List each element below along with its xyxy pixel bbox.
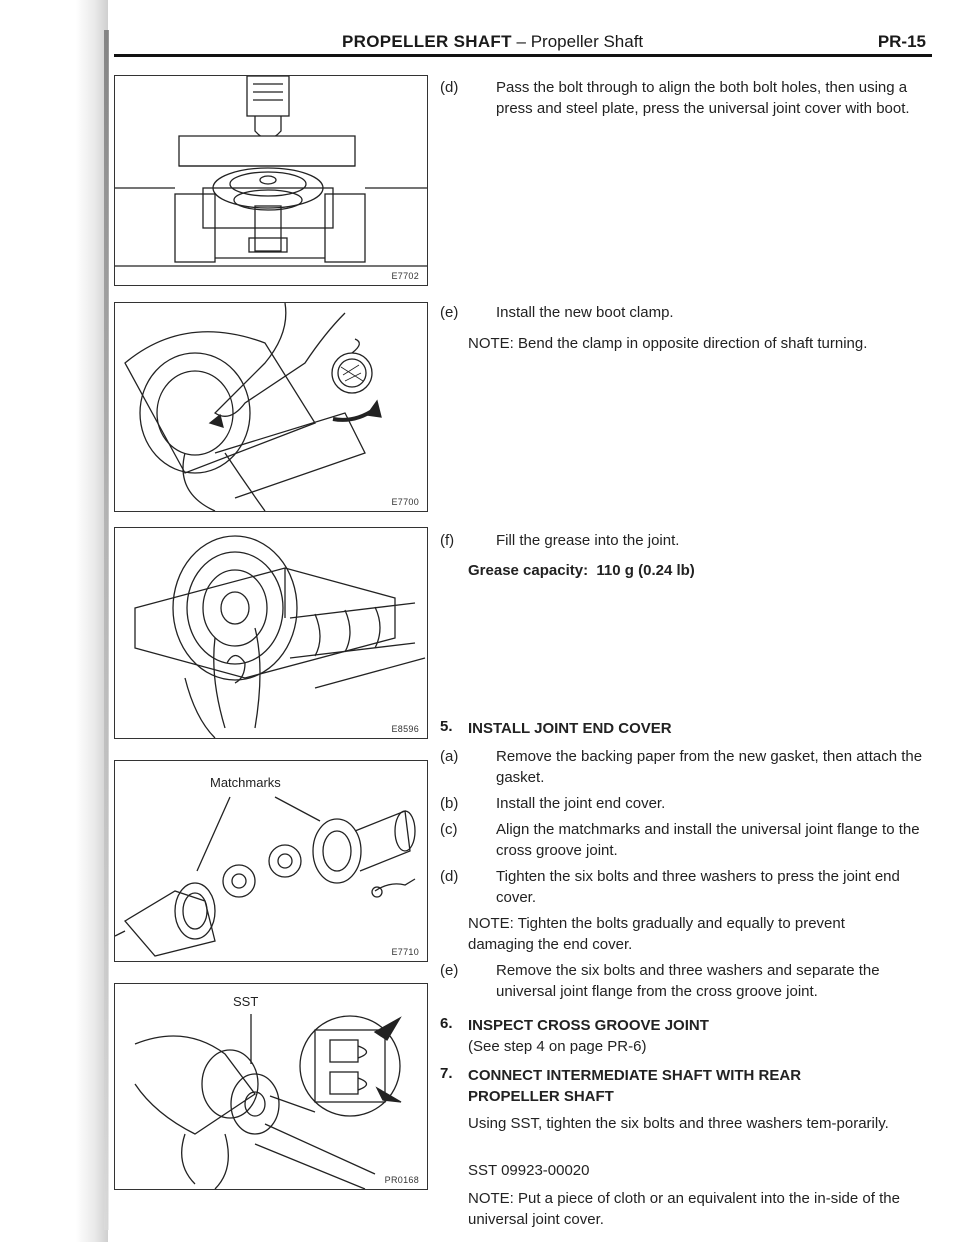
item-text: Tighten the six bolts and three washers to press the joint end cover. xyxy=(496,868,900,906)
step7-text: Using SST, tighten the six bolts and three washers tem-porarily. xyxy=(468,1115,889,1132)
header-subsection: Propeller Shaft xyxy=(530,32,644,51)
item-text: Install the new boot clamp. xyxy=(496,304,674,321)
page-spine-shadow xyxy=(0,0,108,1242)
step5-title: INSTALL JOINT END COVER xyxy=(468,720,672,737)
note-boot-clamp: NOTE: Bend the clamp in opposite direction of shaft turning. xyxy=(468,335,868,352)
figure-code: E8596 xyxy=(391,724,419,734)
item-text: Install the joint end cover. xyxy=(496,795,666,812)
binding-edge xyxy=(104,30,109,1230)
figure-press-cover xyxy=(114,75,428,286)
grease-label: Grease capacity: xyxy=(468,562,589,579)
step7-title: CONNECT INTERMEDIATE SHAFT WITH REAR PROPELLER SHAFT xyxy=(468,1067,802,1105)
item-text: Align the matchmarks and install the universal joint flange to the cross groove joint. xyxy=(496,821,920,859)
figure-code: E7702 xyxy=(391,271,419,281)
press-illustration xyxy=(115,76,427,285)
step7-note: NOTE: Put a piece of cloth or an equivalent into the in-side of the universal joint cover. xyxy=(468,1190,900,1228)
step7-number: 7. xyxy=(440,1065,453,1082)
step5-item-e xyxy=(440,960,940,1002)
step5-item-c xyxy=(440,819,940,861)
boot-clamp-illustration xyxy=(115,303,427,511)
figure-boot-clamp xyxy=(114,302,428,512)
item-marker: (e) xyxy=(440,962,459,979)
item-marker: (d) xyxy=(440,868,459,885)
item-text: Remove the six bolts and three washers and separate the universal joint flange from the cross groove joint. xyxy=(496,962,880,1000)
page-number: PR-15 xyxy=(877,32,926,51)
step5-item-a xyxy=(440,746,940,788)
matchmarks-illustration xyxy=(115,761,427,961)
instruction-f xyxy=(440,530,940,551)
item-marker: (d) xyxy=(440,79,459,96)
item-marker: (b) xyxy=(440,795,459,812)
figure-matchmarks xyxy=(114,760,428,962)
item-text: Fill the grease into the joint. xyxy=(496,532,680,549)
grease-value: 110 g (0.24 lb) xyxy=(596,562,695,579)
header-dash: – xyxy=(511,32,531,51)
item-marker: (c) xyxy=(440,821,458,838)
step6-reference: (See step 4 on page PR-6) xyxy=(468,1038,647,1055)
sst-label: SST xyxy=(233,994,259,1009)
item-marker: (e) xyxy=(440,304,459,321)
figure-code: E7710 xyxy=(391,947,419,957)
header-title xyxy=(342,32,643,52)
item-text: Pass the bolt through to align the both bolt holes, then using a press and steel plate, press the universal joint cover with boot. xyxy=(496,79,910,117)
figure-code: PR0168 xyxy=(384,1175,419,1185)
item-marker: (a) xyxy=(440,748,459,765)
figure-grease xyxy=(114,527,428,739)
item-text: Remove the backing paper from the new gasket, then attach the gasket. xyxy=(496,748,923,786)
step5-number: 5. xyxy=(440,718,453,735)
step5-item-b xyxy=(440,793,940,814)
item-marker: (f) xyxy=(440,532,455,549)
step5-note: NOTE: Tighten the bolts gradually and equally to prevent damaging the end cover. xyxy=(468,915,845,953)
instruction-d xyxy=(440,77,940,119)
page-header xyxy=(114,30,932,56)
figure-code: E7700 xyxy=(391,497,419,507)
step6-number: 6. xyxy=(440,1015,453,1032)
figure-sst xyxy=(114,983,428,1190)
step7-sst-number: SST 09923-00020 xyxy=(468,1162,590,1179)
header-rule xyxy=(114,54,932,57)
instruction-e xyxy=(440,302,940,323)
sst-illustration xyxy=(115,984,427,1189)
grease-capacity xyxy=(468,560,912,581)
grease-illustration xyxy=(115,528,427,738)
matchmarks-label: Matchmarks xyxy=(210,775,281,790)
header-section: PROPELLER SHAFT xyxy=(342,32,512,51)
step5-item-d xyxy=(440,866,940,908)
step6-title: INSPECT CROSS GROOVE JOINT xyxy=(468,1017,709,1034)
